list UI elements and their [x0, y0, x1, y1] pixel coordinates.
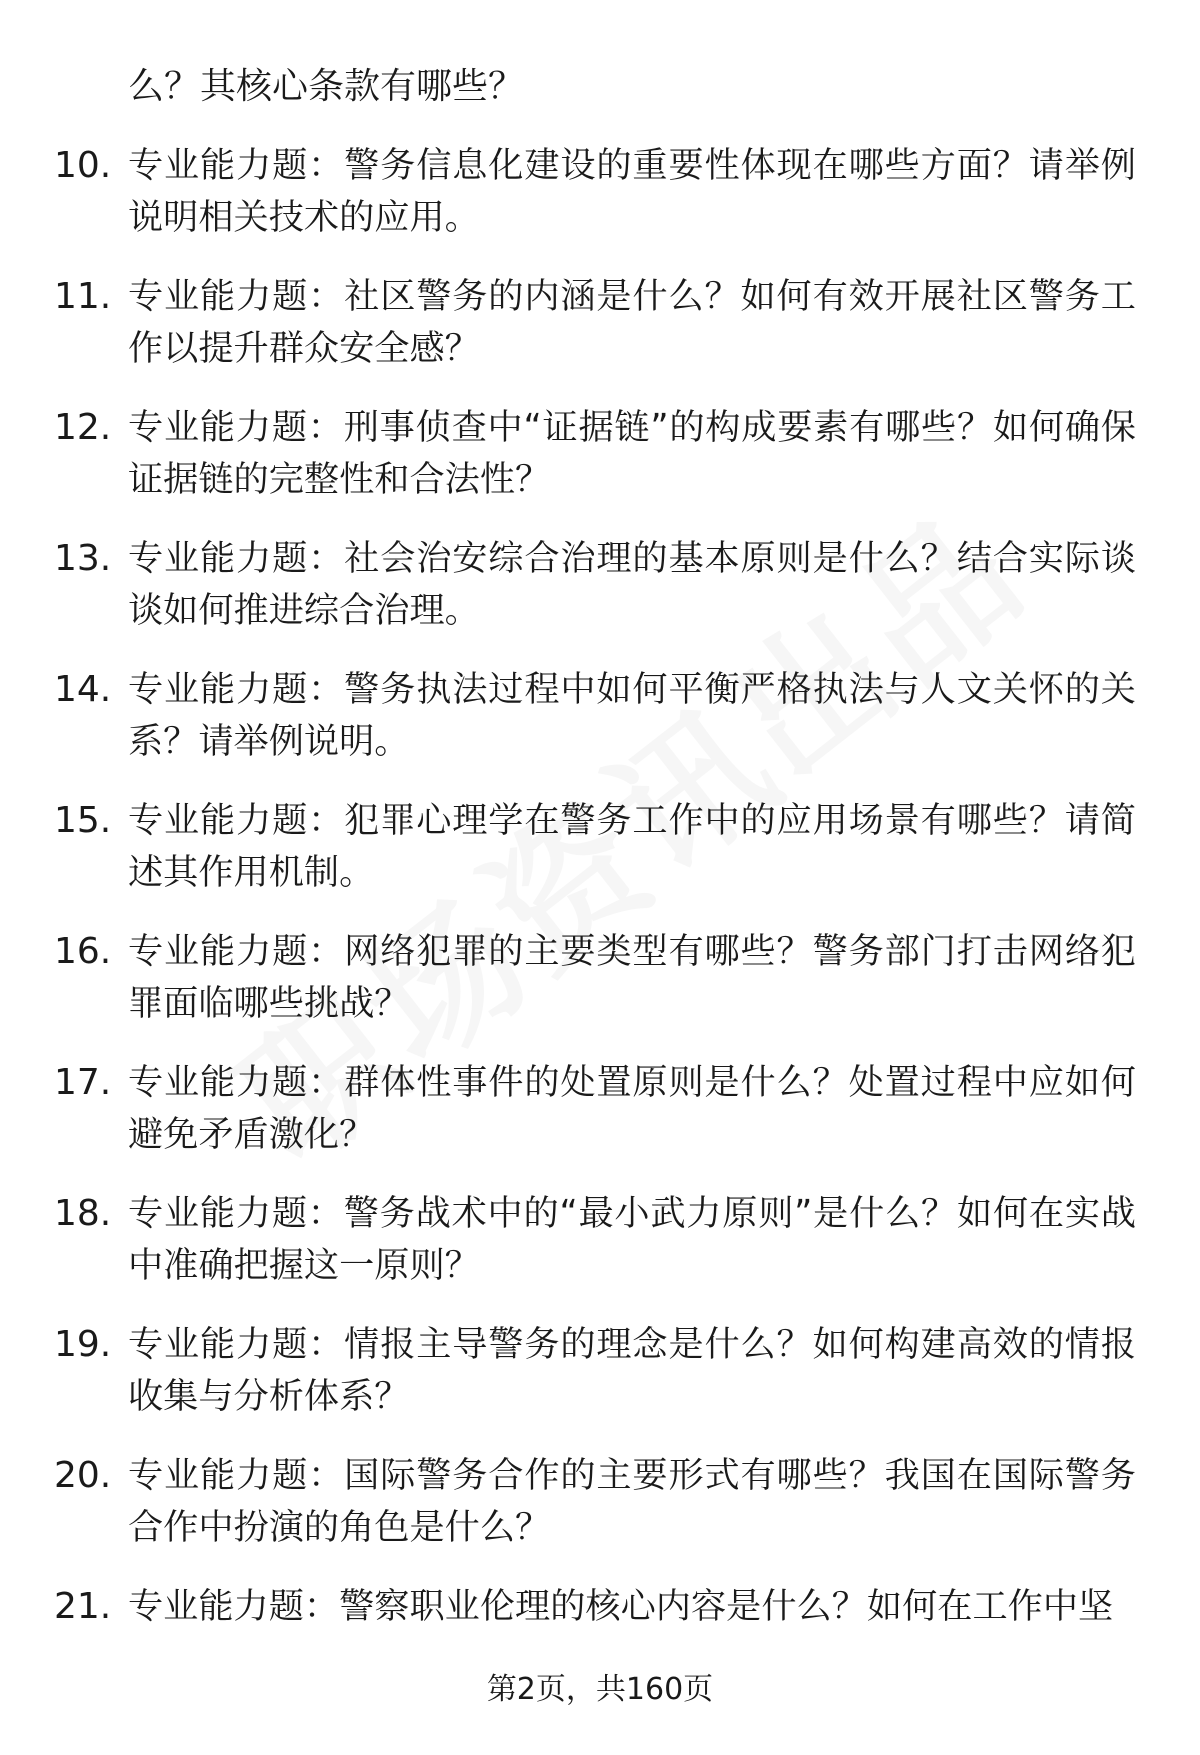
question-text: 专业能力题：情报主导警务的理念是什么？如何构建高效的情报收集与分析体系？ — [128, 1324, 1136, 1417]
question-number: 13. — [54, 538, 112, 579]
question-text: 专业能力题：警务信息化建设的重要性体现在哪些方面？请举例说明相关技术的应用。 — [128, 145, 1136, 238]
question-item — [0, 402, 1200, 533]
question-text: 专业能力题：国际警务合作的主要形式有哪些？我国在国际警务合作中扮演的角色是什么？ — [128, 1455, 1136, 1548]
page-footer: 第2页，共160页 — [486, 1672, 714, 1707]
question-number: 19. — [54, 1324, 112, 1365]
question-item — [0, 140, 1200, 271]
question-text: 专业能力题：网络犯罪的主要类型有哪些？警务部门打击网络犯罪面临哪些挑战？ — [128, 931, 1136, 1024]
continuation-text: 么？其核心条款有哪些？ — [128, 66, 525, 107]
question-item — [0, 795, 1200, 926]
question-number: 16. — [54, 931, 112, 972]
question-text: 专业能力题：犯罪心理学在警务工作中的应用场景有哪些？请简述其作用机制。 — [128, 800, 1136, 893]
question-item — [0, 533, 1200, 664]
question-item — [0, 926, 1200, 1057]
question-item — [0, 1188, 1200, 1319]
question-item — [0, 664, 1200, 795]
question-number: 15. — [54, 800, 112, 841]
question-item — [0, 271, 1200, 402]
question-number: 20. — [54, 1455, 112, 1496]
question-text: 专业能力题：警务战术中的“最小武力原则”是什么？如何在实战中准确把握这一原则？ — [128, 1193, 1136, 1286]
question-text: 专业能力题：警察职业伦理的核心内容是什么？如何在工作中坚 — [128, 1586, 1114, 1627]
question-text: 专业能力题：社区警务的内涵是什么？如何有效开展社区警务工作以提升群众安全感？ — [128, 276, 1136, 369]
question-item — [0, 1450, 1200, 1581]
question-list — [0, 140, 1200, 1712]
question-text: 专业能力题：群体性事件的处置原则是什么？处置过程中应如何避免矛盾激化？ — [128, 1062, 1136, 1155]
question-item — [0, 1319, 1200, 1450]
question-number: 17. — [54, 1062, 112, 1103]
question-number: 10. — [54, 145, 112, 186]
question-text: 专业能力题：警务执法过程中如何平衡严格执法与人文关怀的关系？请举例说明。 — [128, 669, 1136, 762]
question-number: 12. — [54, 407, 112, 448]
question-number: 21. — [54, 1586, 112, 1627]
question-number: 18. — [54, 1193, 112, 1234]
question-text: 专业能力题：刑事侦查中“证据链”的构成要素有哪些？如何确保证据链的完整性和合法性？ — [128, 407, 1136, 500]
question-item — [0, 1057, 1200, 1188]
question-text: 专业能力题：社会治安综合治理的基本原则是什么？结合实际谈谈如何推进综合治理。 — [128, 538, 1136, 631]
question-number: 11. — [54, 276, 112, 317]
question-number: 14. — [54, 669, 112, 710]
